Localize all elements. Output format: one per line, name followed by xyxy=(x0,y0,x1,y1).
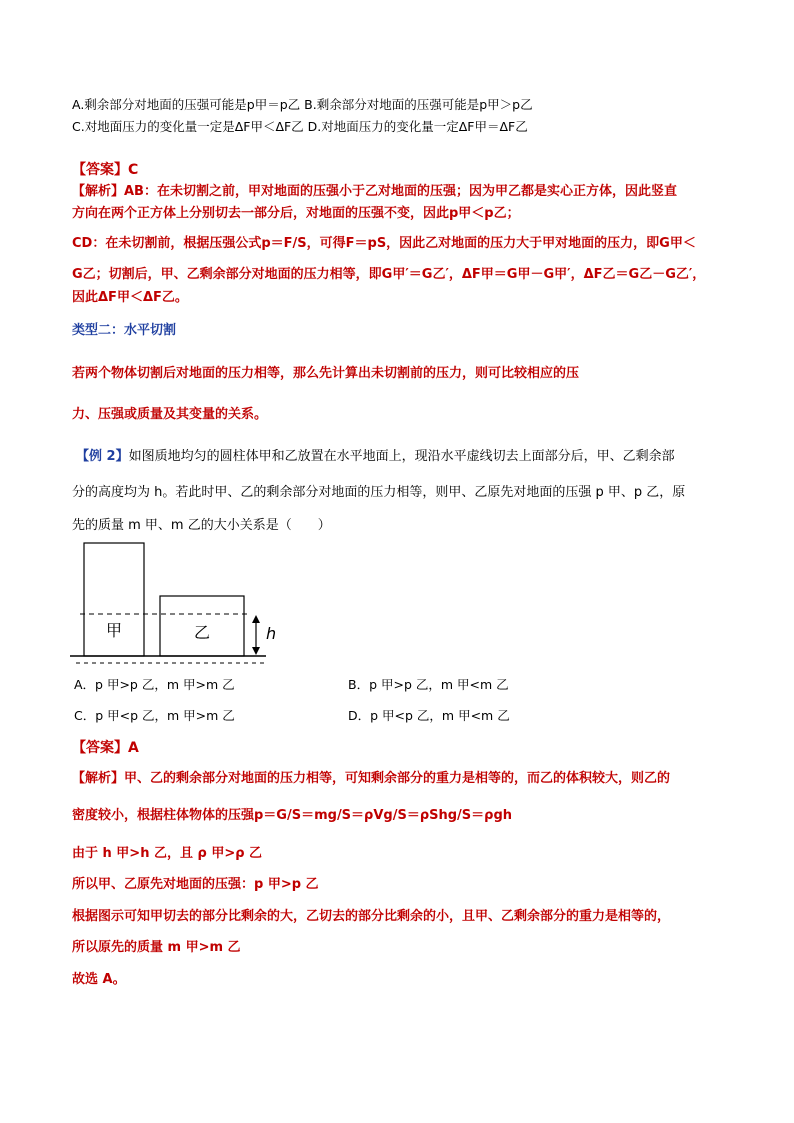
option-b: B．p 甲>p 乙，m 甲<m 乙 xyxy=(348,677,509,692)
tip-line: 力、压强或质量及其变量的关系。 xyxy=(72,407,268,422)
section-heading: 类型二：水平切割 xyxy=(72,323,177,338)
example-tag: 【例 2】 xyxy=(76,449,129,464)
answer-label: 【答案】C xyxy=(72,162,139,178)
analysis-line: 故选 A。 xyxy=(72,972,126,987)
analysis-line: G乙；切割后，甲、乙剩余部分对地面的压力相等，即G甲′＝G乙′，ΔF甲＝G甲－G甲′，ΔF乙＝G乙－G乙′， xyxy=(72,267,706,282)
analysis-line: 方向在两个正方体上分别切去一部分后，对地面的压强不变，因此p甲＜p乙； xyxy=(72,206,520,221)
example-line: 分的高度均为 h。若此时甲、乙的剩余部分对地面的压力相等，则甲、乙原先对地面的压强 p 甲、p 乙，原 xyxy=(72,485,686,500)
analysis-line: CD：在未切割前，根据压强公式p＝F/S，可得F＝pS，因此乙对地面的压力大于甲对地面的压力，即G甲＜ xyxy=(72,236,696,251)
analysis-line: 所以原先的质量 m 甲>m 乙 xyxy=(72,940,241,955)
h-arrow-up xyxy=(252,615,260,623)
analysis-line: 【解析】AB：在未切割之前，甲对地面的压强小于乙对地面的压强；因为甲乙都是实心正方体，因此竖直 xyxy=(72,184,677,199)
analysis-line: 【解析】甲、乙的剩余部分对地面的压力相等，可知剩余部分的重力是相等的，而乙的体积较大，则乙的 xyxy=(72,771,671,786)
example-line xyxy=(76,449,675,465)
analysis-line: 因此ΔF甲＜ΔF乙。 xyxy=(72,290,188,305)
label-h: h xyxy=(266,624,277,643)
h-arrow-down xyxy=(252,647,260,655)
tip-line: 若两个物体切割后对地面的压力相等，那么先计算出未切割前的压力，则可比较相应的压 xyxy=(72,366,580,381)
option-d: D．p 甲<p 乙，m 甲<m 乙 xyxy=(348,708,510,723)
analysis-line: 根据图示可知甲切去的部分比剩余的大，乙切去的部分比剩余的小，且甲、乙剩余部分的重力是相等的， xyxy=(72,909,671,924)
analysis-line: 由于 h 甲>h 乙，且 ρ 甲>ρ 乙 xyxy=(72,846,263,861)
label-jia: 甲 xyxy=(105,621,123,640)
example-text: 如图质地均匀的圆柱体甲和乙放置在水平地面上，现沿水平虚线切去上面部分后，甲、乙剩余部 xyxy=(128,449,675,464)
analysis-line: 所以甲、乙原先对地面的压强：p 甲>p 乙 xyxy=(72,877,319,892)
answer-label: 【答案】A xyxy=(72,740,139,756)
option-line-cd: C.对地面压力的变化量一定是ΔF甲＜ΔF乙 D.对地面压力的变化量一定ΔF甲＝ΔF乙 xyxy=(72,119,528,134)
label-yi: 乙 xyxy=(193,623,211,642)
option-c: C．p 甲<p 乙，m 甲>m 乙 xyxy=(74,708,235,723)
example-line: 先的质量 m 甲、m 乙的大小关系是（ ） xyxy=(72,518,331,533)
cylinder-figure xyxy=(60,538,290,670)
option-a: A．p 甲>p 乙，m 甲>m 乙 xyxy=(74,677,235,692)
analysis-line: 密度较小，根据柱体物体的压强p＝G/S＝mg/S＝ρVg/S＝ρShg/S＝ρgh xyxy=(72,808,513,823)
option-line-ab: A.剩余部分对地面的压强可能是p甲＝p乙 B.剩余部分对地面的压强可能是p甲＞p乙 xyxy=(72,97,533,112)
